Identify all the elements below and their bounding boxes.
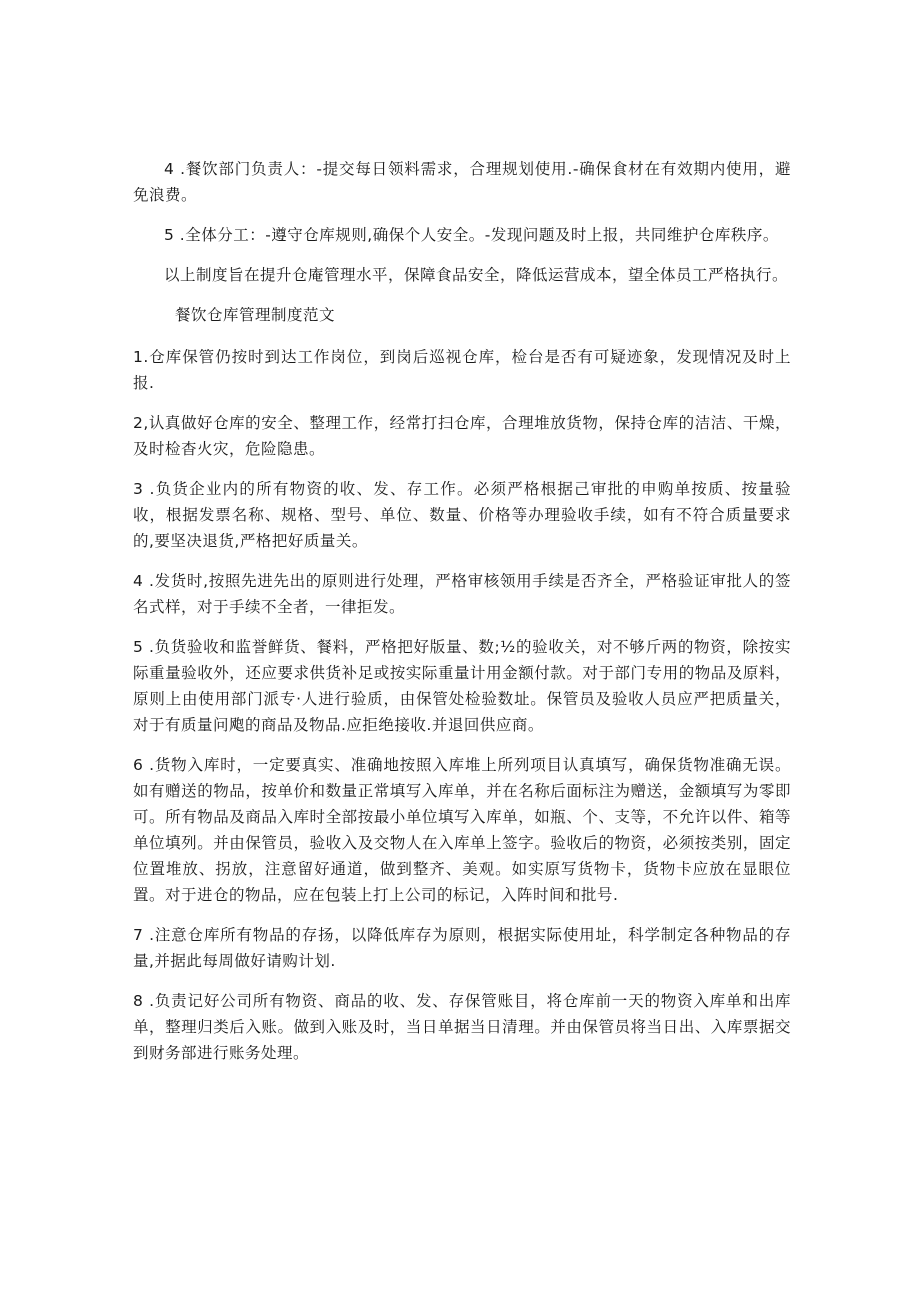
list-item: 7 .注意仓库所有物品的存扬，以降低库存为原则，根据实际使用址，科学制定各种物品的存量,并据此每周做好请购计划. — [133, 926, 791, 970]
paragraph-conclusion: 以上制度旨在提升仓庵管理水平，保障食品安全，降低运营成本，望全体员工严格执行。 — [164, 266, 789, 284]
list-item: 2,认真做好仓库的安全、整理工作，经常打扫仓库，合理堆放货物，保持仓库的洁洁、干燥，及时检杳火灾，危险隐患。 — [133, 414, 791, 458]
paragraph-dept-head: 4 .餐饮部门负责人：-提交每日领料需求，合理规划使用.-确保食材在有效期内使用，避免浪费。 — [133, 160, 791, 204]
list-item: 8 .负责记好公司所有物资、商品的收、发、存保管账目，将仓库前一天的物资入库单和出库单，整理归类后入账。做到入账及时，当日单据当日清理。并由保管员将当日出、入库票据交到财务部进行账务处理。 — [133, 992, 791, 1062]
section-title: 餐饮仓库管理制度范文 — [175, 306, 336, 324]
list-item: 1.仓库保管仍按时到达工作岗位，到岗后巡视仓库，检台是否有可疑迹象，发现情况及时上报. — [133, 348, 791, 392]
list-item: 5 .负货验收和监誉鲜货、餐料，严格把好版量、数;½的验收关，对不够斤两的物资，除按实际重量验收外，还应要求供货补足或按实际重量计用金额付款。对于部门专用的物品及原料，原则上由使用部门派专·人进行验质，由保管处检验数址。保管员及验收人员应严把质量关，对于有质量问飑的商品及物品.应拒绝接收.并退回供应商。 — [133, 638, 791, 734]
list-item: 6 .货物入库时，一定要真实、准确地按照入库堆上所列项目认真填写，确保货物准确无误。如有赠送的物品，按单价和数量正常填写入库单，并在名称后面标注为赠送，金额填写为零即可。所有物品及商品入库时全部按最小单位填写入库单，如瓶、个、支等，不允许以件、箱等单位填列。并由保管员，验收入及交物人在入库单上签字。验收后的物资，必须按类别，固定位置堆放、拐放，注意留好通道，做到整齐、美观。如实原写货物卡，货物卡应放在显眼位置。对于进仓的物品，应在包装上打上公司的标记，入阵时间和批号. — [133, 756, 791, 904]
paragraph-all-staff: 5 .全体分工：-遵守仓库规则,确保个人安全。-发现问题及时上报，共同维护仓库秩序。 — [164, 226, 779, 244]
list-item: 4 .发货时,按照先进先出的原则进行处理，严格审核领用手续是否齐全，严格验证审批人的签名式样，对于手续不全者，一律拒发。 — [133, 572, 791, 616]
list-item: 3 .负货企业内的所有物资的收、发、存工作。必须严格根据己审批的申购单按质、按量验收，根据发票名称、规格、型号、单位、数量、价格等办理验收手续，如有不符合质量要求的,要坚决退货,严格把好质量关。 — [133, 480, 791, 550]
document-body — [133, 156, 791, 1080]
